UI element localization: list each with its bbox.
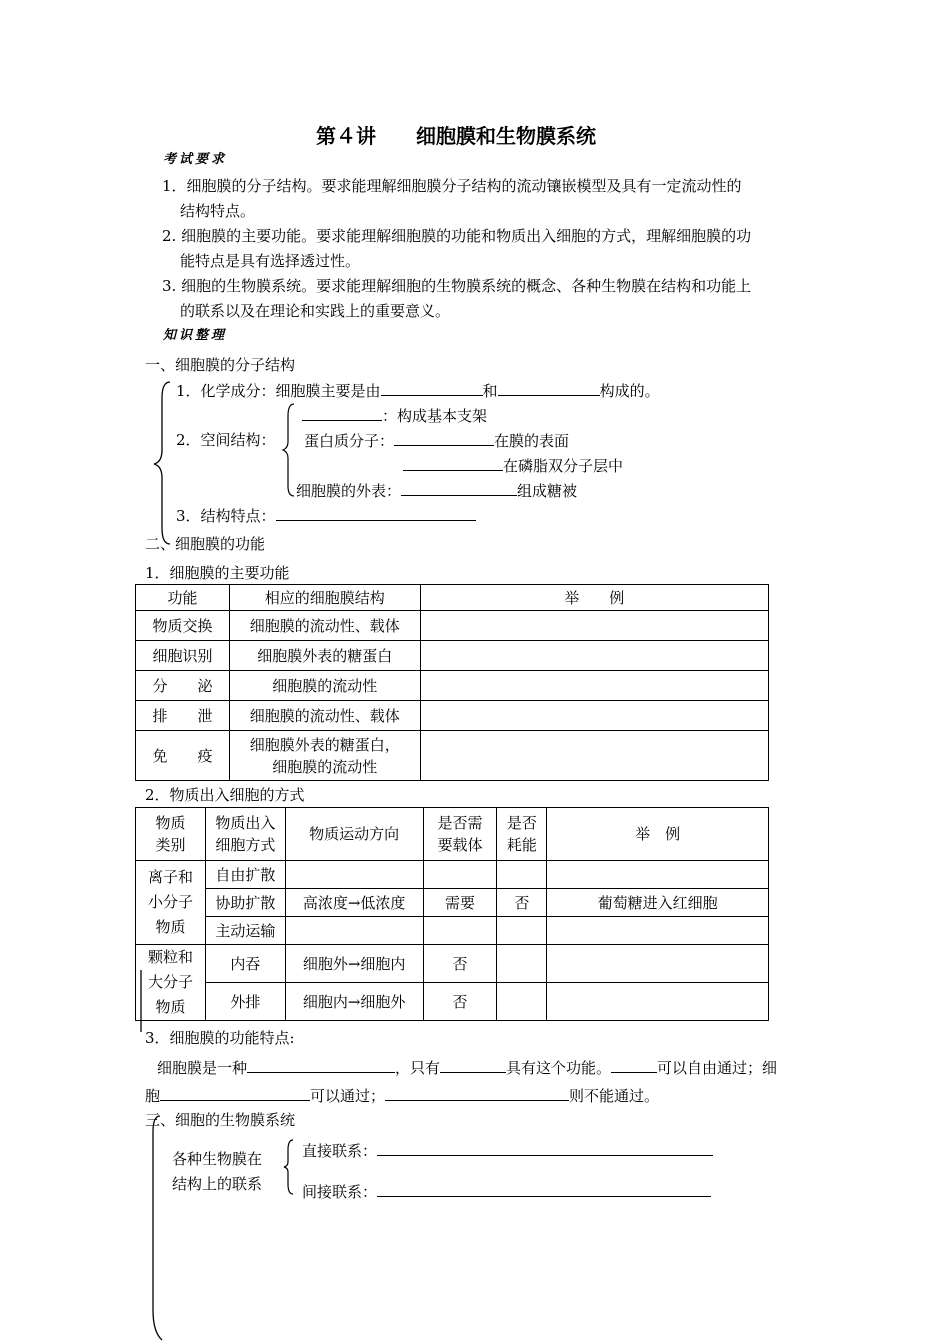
group2-line-b: 大分子	[147, 973, 193, 991]
col-header-function: 功能	[136, 585, 230, 611]
function-feature-line-2	[145, 1085, 659, 1106]
example-cell[interactable]	[420, 641, 768, 671]
group-small-molecules	[136, 861, 206, 945]
carrier-cell[interactable]	[423, 917, 497, 945]
energy-header-b: 耗能	[506, 836, 537, 854]
col-header-structure: 相应的细胞膜结构	[229, 585, 420, 611]
way-cell: 协助扩散	[205, 889, 285, 917]
example-cell[interactable]	[547, 917, 769, 945]
structure-cell: 细胞膜的流动性、载体	[229, 611, 420, 641]
col-header-carrier	[423, 808, 497, 861]
outer-end: 组成糖被	[517, 482, 578, 500]
structure-relation-label	[172, 1147, 262, 1197]
direct-blank[interactable]	[377, 1140, 713, 1156]
direction-cell: 细胞外→细胞内	[285, 945, 423, 983]
col-header-energy	[497, 808, 547, 861]
feature-text-d: 可以自由通过；细	[657, 1059, 778, 1077]
structure-cell	[229, 731, 420, 781]
section-3-heading: 三、细胞的生物膜系统	[145, 1111, 296, 1129]
table-row	[136, 861, 769, 889]
structure-cell: 细胞膜的流动性	[229, 671, 420, 701]
type-header-a: 物质	[155, 814, 186, 832]
space-structure-label: 2．空间结构：	[176, 431, 276, 449]
example-cell[interactable]	[420, 731, 768, 781]
protein-line-2	[403, 455, 623, 476]
structure-line-2: 细胞膜的流动性	[272, 757, 378, 776]
exam-item-3-line1: 3. 细胞的生物膜系统。要求能理解细胞的生物膜系统的概念、各种生物膜在结构和功能上	[162, 277, 752, 295]
transport-table	[135, 807, 769, 1021]
group2-line-a: 颗粒和	[147, 948, 193, 966]
feature-label: 3．结构特点：	[176, 507, 276, 525]
cannot-pass-blank[interactable]	[385, 1085, 569, 1101]
knowledge-heading: 知识整理	[163, 328, 228, 343]
chem-blank-2[interactable]	[498, 380, 600, 396]
energy-cell[interactable]	[497, 983, 547, 1021]
protein-blank-2[interactable]	[403, 455, 503, 471]
transport-subheading: 2．物质出入细胞的方式	[145, 786, 305, 804]
col-header-example: 举 例	[420, 585, 768, 611]
direct-label: 直接联系：	[302, 1142, 378, 1160]
exam-item-2-line2: 能特点是具有选择透过性。	[180, 252, 361, 270]
section-2-heading: 二、细胞膜的功能	[145, 535, 266, 553]
protein-label: 蛋白质分子：	[304, 432, 395, 450]
example-cell[interactable]	[420, 701, 768, 731]
exam-item-1-line2: 结构特点。	[180, 202, 256, 220]
phospholipid-line	[302, 405, 487, 426]
chem-and: 和	[482, 382, 498, 400]
protein-line-1	[304, 430, 569, 451]
function-cell: 细胞识别	[136, 641, 230, 671]
structure-cell: 细胞膜外表的糖蛋白	[229, 641, 420, 671]
col-header-way	[205, 808, 285, 861]
table-row	[136, 889, 769, 917]
direction-cell[interactable]	[285, 861, 423, 889]
indirect-label: 间接联系：	[302, 1183, 378, 1201]
carrier-cell: 否	[423, 983, 497, 1021]
exam-item-3-line2: 的联系以及在理论和实践上的重要意义。	[180, 302, 451, 320]
membrane-type-blank[interactable]	[247, 1057, 395, 1073]
feature-blank[interactable]	[276, 505, 476, 521]
chem-blank-1[interactable]	[381, 380, 483, 396]
relation-label-line-2: 结构上的联系	[172, 1175, 263, 1193]
chem-label: 1．化学成分：细胞膜主要是由	[176, 382, 381, 400]
table-row	[136, 641, 769, 671]
indirect-relation-line	[302, 1181, 711, 1202]
way-cell: 外排	[205, 983, 285, 1021]
way-header-a: 物质出入	[215, 814, 276, 832]
direct-relation-line	[302, 1140, 713, 1161]
example-cell[interactable]	[547, 983, 769, 1021]
exam-item-2-line1: 2. 细胞膜的主要功能。要求能理解细胞膜的功能和物质出入细胞的方式，理解细胞膜的功	[162, 227, 752, 245]
table-row	[136, 731, 769, 781]
group2-line-c: 物质	[155, 998, 186, 1016]
function-feature-line-1	[157, 1057, 777, 1078]
direction-cell: 细胞内→细胞外	[285, 983, 423, 1021]
protein-embedded: 在磷脂双分子层中	[503, 457, 624, 475]
relation-brace	[281, 1138, 297, 1196]
col-header-example: 举 例	[547, 808, 769, 861]
col-header-direction: 物质运动方向	[285, 808, 423, 861]
frame-label: ：构成基本支架	[382, 407, 488, 425]
outer-blank[interactable]	[401, 480, 517, 496]
carrier-header-a: 是否需	[437, 814, 483, 832]
indirect-blank[interactable]	[377, 1181, 711, 1197]
way-header-b: 细胞方式	[215, 836, 276, 854]
direction-cell: 高浓度→低浓度	[285, 889, 423, 917]
relation-label-line-1: 各种生物膜在	[172, 1150, 263, 1168]
functions-table	[135, 584, 769, 781]
protein-blank-1[interactable]	[394, 430, 494, 446]
feature-text-e: 胞	[145, 1087, 161, 1105]
example-cell: 葡萄糖进入红细胞	[547, 889, 769, 917]
energy-cell[interactable]	[497, 861, 547, 889]
chem-composition	[176, 380, 660, 401]
protein-surface: 在膜的表面	[494, 432, 570, 450]
group1-line-a: 离子和	[147, 868, 193, 886]
section-1-heading: 一、细胞膜的分子结构	[145, 356, 296, 374]
function-cell: 免 疫	[136, 731, 230, 781]
feature-text-f: 可以通过；	[310, 1087, 386, 1105]
feature-text-b: ，只有	[395, 1059, 441, 1077]
example-cell[interactable]	[420, 671, 768, 701]
feature-text-c: 具有这个功能。	[506, 1059, 612, 1077]
energy-cell: 否	[497, 889, 547, 917]
function-cell: 分 泌	[136, 671, 230, 701]
functions-subheading: 1．细胞膜的主要功能	[145, 564, 290, 582]
exam-item-1-line1: 1．细胞膜的分子结构。要求能理解细胞膜分子结构的流动镶嵌模型及具有一定流动性的	[162, 177, 742, 195]
example-cell[interactable]	[547, 861, 769, 889]
way-cell: 内吞	[205, 945, 285, 983]
col-header-type	[136, 808, 206, 861]
function-cell: 排 泄	[136, 701, 230, 731]
way-cell: 自由扩散	[205, 861, 285, 889]
carrier-cell[interactable]	[423, 861, 497, 889]
function-cell: 物质交换	[136, 611, 230, 641]
table-row	[136, 945, 769, 983]
group-macromolecules	[136, 945, 206, 1021]
table-row	[136, 611, 769, 641]
exam-requirements-heading: 考试要求	[163, 152, 228, 167]
structure-line-1: 细胞膜外表的糖蛋白，	[249, 735, 400, 754]
section-1-brace	[150, 378, 174, 548]
group1-line-b: 小分子	[147, 893, 193, 911]
outer-surface-line	[296, 480, 577, 501]
table-row	[136, 671, 769, 701]
way-cell: 主动运输	[205, 917, 285, 945]
group1-line-c: 物质	[155, 918, 186, 936]
outer-label: 细胞膜的外表：	[296, 482, 402, 500]
energy-cell[interactable]	[497, 945, 547, 983]
carrier-cell: 否	[423, 945, 497, 983]
can-pass-blank[interactable]	[160, 1085, 310, 1101]
structure-cell: 细胞膜的流动性、载体	[229, 701, 420, 731]
frame-blank[interactable]	[302, 405, 382, 421]
carrier-header-b: 要载体	[437, 836, 483, 854]
feature-text-a: 细胞膜是一种	[157, 1059, 248, 1077]
type-header-b: 类别	[155, 836, 186, 854]
section-3-brace	[140, 1110, 164, 1344]
free-pass-blank[interactable]	[611, 1057, 657, 1073]
direction-cell[interactable]	[285, 917, 423, 945]
only-blank[interactable]	[440, 1057, 506, 1073]
table-row	[136, 983, 769, 1021]
carrier-cell: 需要	[423, 889, 497, 917]
table-row	[136, 701, 769, 731]
function-feature-subheading: 3．细胞膜的功能特点:	[145, 1029, 295, 1047]
structure-feature-line	[176, 505, 476, 526]
energy-header-a: 是否	[506, 814, 537, 832]
example-cell[interactable]	[547, 945, 769, 983]
chem-end: 构成的。	[599, 382, 660, 400]
table-row	[136, 917, 769, 945]
energy-cell[interactable]	[497, 917, 547, 945]
page-title: 第４讲 细胞膜和生物膜系统	[316, 124, 596, 148]
feature-text-g: 则不能通过。	[569, 1087, 660, 1105]
example-cell[interactable]	[420, 611, 768, 641]
